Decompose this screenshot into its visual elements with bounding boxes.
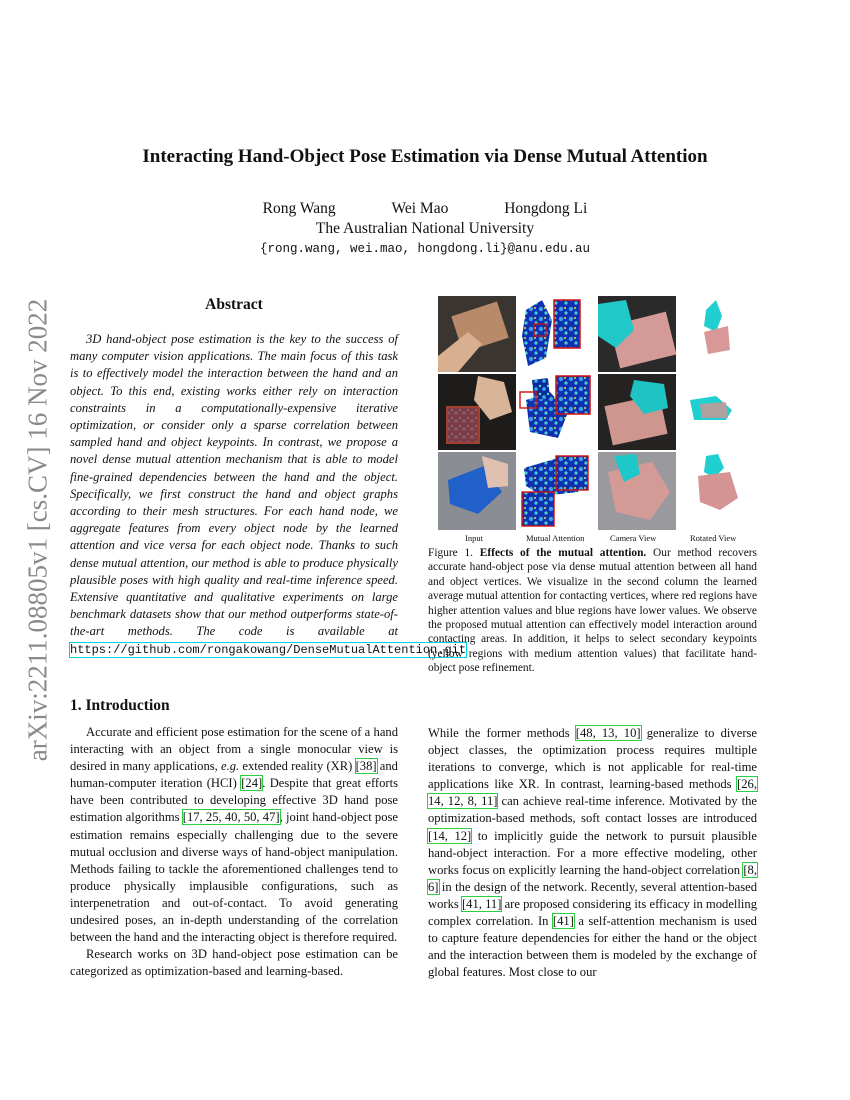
text-run: , joint hand-object pose estimation remains especially challenging due to the severe mutual occlusion and diverse ways of hand-object manipulation. Methods failing to tackle the aforementioned challenges tend to produce physically implausible configurations, such as interpenetration and out-of-contact. To avoid generating undesired poses, an in-depth understanding of the correlation between the hand and the interacting object is therefore required. [70,810,398,945]
figure-1-caption [428,546,757,676]
citation-link[interactable]: [48, 13, 10] [575,726,641,740]
text-run: extended reality (XR) [239,759,356,774]
author-name: Hongdong Li [504,200,588,217]
abstract-text: 3D hand-object pose estimation is the key to the success of many computer vision applications. The main focus of this task is to effectively model the interaction between the hand and an object. To this end, existing works either rely on interaction constraints in a computationally-expensive iterative optimization, or consider only a sparse correlation between sampled hand and object keypoints. In contrast, we propose a novel dense mutual attention mechanism that is able to model fine-grained dependencies between the hand and the object. Specifically, we first construct the hand and object graphs according to their mesh structures. For each hand node, we aggregate features from every object node by the learned attention and vice versa for each object node. Thanks to such dense mutual attention, our method is able to produce physically plausible poses with high quality and real-time inference speed. Extensive quantitative and qualitative experiments on large benchmark datasets show that our method outperforms state-of-the-art methods. The code is available at [70,332,398,639]
citation-link[interactable]: [41] [552,914,574,929]
text-run: to implicitly guide the network to pursuit plausible hand-object interaction. For a more effective modeling, other works focus on explicitly learning the hand-object correlation [428,828,758,877]
code-link[interactable]: https://github.com/rongakowang/DenseMutualAttention.git [70,642,467,657]
citation-link[interactable]: [17, 25, 40, 50, 47] [182,810,280,825]
author-emails: {rong.wang, wei.mao, hongdong.li}@anu.edu.au [259,242,591,256]
arxiv-identifier: arXiv:2211.08805v1 [cs.CV] 16 Nov 2022 [22,298,53,762]
abstract-heading: Abstract [205,296,263,313]
text-run: e.g. [221,759,240,774]
figure-row-2 [438,374,758,450]
text-run: and human-computer iteration (HCI) [70,759,398,791]
column-label-input: Input [465,533,483,543]
arxiv-sidebar [18,300,58,760]
column-label-rotated: Rotated View [690,533,737,543]
intro-paragraph-3 [428,725,757,981]
figure-1-image-grid [438,296,758,532]
citation-link[interactable]: [14, 12] [428,828,472,843]
text-run: a self-attention mechanism is used to capture feature dependencies for either the hand or the object and the interaction between them is modeled by the exchange of global features. Most close to our [428,914,757,980]
introduction-right-column [428,725,757,981]
author-name: Wei Mao [391,200,449,217]
text-run: can achieve real-time inference. Motivated by the optimization-based methods, soft contact losses are introduced [428,794,757,826]
figure-row-3 [438,452,758,530]
intro-paragraph-1 [70,724,398,946]
introduction-left-column [70,724,398,980]
caption-text: Our method recovers accurate hand-object pose via dense mutual attention between all hand and object vertices. We visualize in the second column the learned average mutual attention for contacting vertices, where red regions have higher attention values and blue regions have lower values. We observe the proposed mutual attention can effectively model interaction around contacting areas. In addition, it helps to select secondary keypoints (yellow regions with medium attention values) that facilitate hand-object pose refinement. [428,547,757,675]
affiliation: The Australian National University [315,220,535,237]
caption-title: Effects of the mutual attention. [479,547,647,559]
author-list [0,200,850,218]
figure-column-labels [438,533,758,545]
text-run: . Despite that great efforts have been contributed to developing effective 3D hand pose estimation algorithms [70,776,399,825]
text-run: Accurate and efficient pose estimation for the scene of a hand interacting with an object from a single monocular view is desired in many applications, [70,725,398,774]
text-run: generalize to diverse object classes, the optimization process requires multiple iterations to converge, which is not applicable for real-time applications like XR. In contrast, learning-based methods [428,726,757,792]
section-heading-introduction: 1. Introduction [70,697,170,714]
column-label-attention: Mutual Attention [526,533,585,543]
citation-link[interactable]: [8, 6] [428,862,757,894]
citation-link[interactable]: [38] [355,759,377,774]
caption-label: Figure 1. [428,547,474,559]
paper-title: Interacting Hand-Object Pose Estimation via Dense Mutual Attention [142,146,708,167]
intro-paragraph-2: Research works on 3D hand-object pose estimation can be categorized as optimization-based and learning-based. [70,947,398,979]
citation-link[interactable]: [41, 11] [461,896,502,911]
column-label-camera: Camera View [610,533,657,543]
author-name: Rong Wang [262,200,336,217]
figure-row-1 [438,296,758,372]
citation-link[interactable]: [24] [241,776,263,791]
citation-link[interactable]: [26, 14, 12, 8, 11] [428,777,757,809]
text-run: While the former methods [428,726,576,740]
text-run: are proposed considering its efficacy in modelling complex correlation. In [428,896,758,929]
text-run: in the design of the network. Recently, several attention-based works [428,879,757,911]
